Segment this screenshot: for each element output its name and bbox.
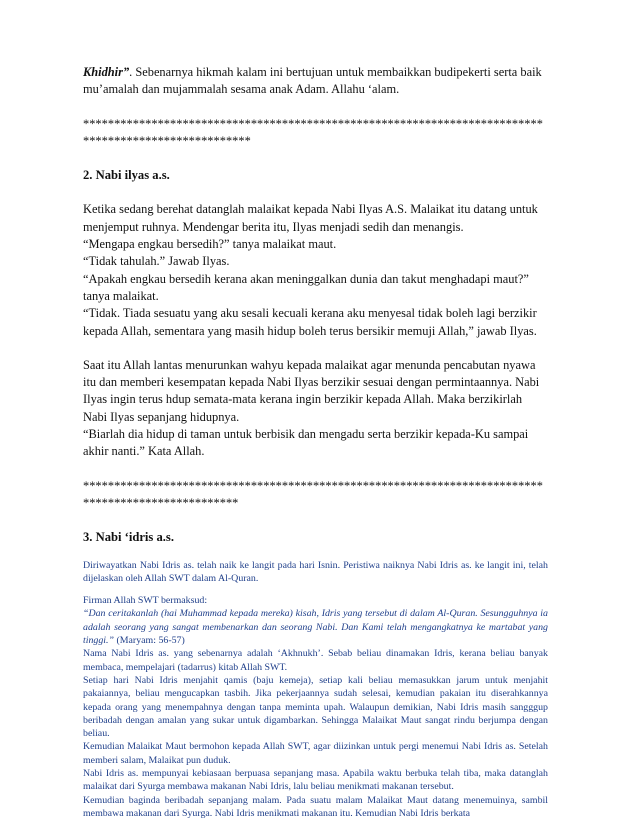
section-3-heading: 3. Nabi ‘idris a.s.: [83, 530, 174, 545]
s3-line: Nama Nabi Idris as. yang sebenarnya adalah ‘Akhnukh’. Sebab beliau dinamakan Idris, kerana beliau banyak membaca, mempelajari (tadarrus) kitab Allah SWT.: [83, 648, 548, 673]
quote-reference: (Maryam: 56-57): [114, 635, 185, 647]
intro-name: Khidhir”: [83, 65, 130, 79]
s2-line: “Mengapa engkau bersedih?” tanya malaikat maut.: [83, 237, 337, 252]
s2-line: “Tidak tahulah.” Jawab Ilyas.: [83, 254, 230, 269]
s3-line: Nabi Idris as. mempunyai kebiasaan berpuasa sepanjang masa. Apabila waktu berbuka telah tiba, maka datanglah malaikat dari Syurga membawa makanan Nabi Idris, lalu beliau menikmati makanan tersebut.: [83, 767, 548, 793]
s2-line: “Apakah engkau bersedih kerana akan meninggalkan dunia dan takut menghadapi maut?” tanya malaikat.: [83, 271, 529, 303]
s2-line: Ketika sedang berehat datanglah malaikat kepada Nabi Ilyas A.S. Malaikat itu datang untuk menjemput ruhnya. Mendengar berita itu, Ilyas menjadi sedih dan menangis.: [83, 202, 538, 234]
firman-label: Firman Allah SWT bermaksud:: [83, 595, 208, 607]
s2-line: “Biarlah dia hidup di taman untuk berbisik dan mengadu serta berzikir kepada-Ku sampai akhir nanti.” Kata Allah.: [83, 427, 529, 459]
s3-line: Setiap hari Nabi Idris menjahit qamis (baju kemeja), setiap kali beliau memasukkan jarum untuk menjahit pakaiannya, beliau mengucapkan tasbih. Jika pekerjaannya sudah selesai, kemudian pakaian itu diserahkannya kepada orang yang menempahnya dengan tanpa meminta upah. Walaupun demikian, Nabi Idris masih sangggup beribadah dengan amalan yang sukar untuk digambarkan. Sehingga Malaikat Maut sangat rindu berjumpa dengan beliau.: [83, 674, 548, 740]
section-2-para-1: [83, 201, 548, 339]
s3-line: Kemudian baginda beribadah sepanjang malam. Pada suatu malam Malaikat Maut datang menemuinya, sambil membawa makanan dari Syurga. Nabi Idris menikmati makanan itu. Kemudian Nabi Idris berkata: [83, 794, 548, 819]
separator-1: *****************************************************************************************************: [83, 116, 543, 148]
section-3-intro: Diriwayatkan Nabi Idris as. telah naik ke langit pada hari Isnin. Peristiwa naiknya Nabi Idris as. ke langit ini, telah dijelaskan oleh Allah SWT dalam Al-Quran.: [83, 559, 548, 584]
section-2-heading: 2. Nabi ilyas a.s.: [83, 168, 170, 183]
section-2-para-2: [83, 357, 548, 461]
separator-2: ***************************************************************************************************: [83, 478, 543, 510]
s2-line: Saat itu Allah lantas menurunkan wahyu kepada malaikat agar menunda pencabutan nyawa itu dan memberi kesempatan kepada Nabi Ilyas berzikir sesuai dengan permintaannya. Nabi Ilyas ingin terus hdup semata-mata kerana ingin berzikir kepada Allah. Maka berzikirlah Nabi Ilyas sepanjang hidupnya.: [83, 357, 540, 424]
s2-line: “Tidak. Tiada sesuatu yang aku sesali kecuali kerana aku menyesal tidak boleh lagi berzikir kepada Allah, sementara yang masih hidup boleh terus bersikir memuji Allah,” jawab Ilyas.: [83, 306, 537, 338]
s3-line: Kemudian Malaikat Maut bermohon kepada Allah SWT, agar diizinkan untuk pergi menemui Nabi Idris as. Setelah memberi salam, Malaikat pun duduk.: [83, 741, 548, 766]
quote-text: “Dan ceritakanlah (hai Muhammad kepada mereka) kisah, Idris yang tersebut di dalam Al-Quran. Sesungguhnya ia adalah seorang yang sangat membenarkan dan seorang Nabi. Dan Kami telah mengangkatnya ke martabat yang tinggi.”: [83, 608, 548, 647]
intro-text: . Sebenarnya hikmah kalam ini bertujuan untuk membaikkan budipekerti serta baik mu’amalah dan mujammalah sesama anak Adam. Allahu ‘alam.: [83, 65, 542, 97]
quran-quote: [83, 607, 548, 647]
intro-paragraph: [83, 64, 548, 99]
page-content: [83, 64, 548, 820]
